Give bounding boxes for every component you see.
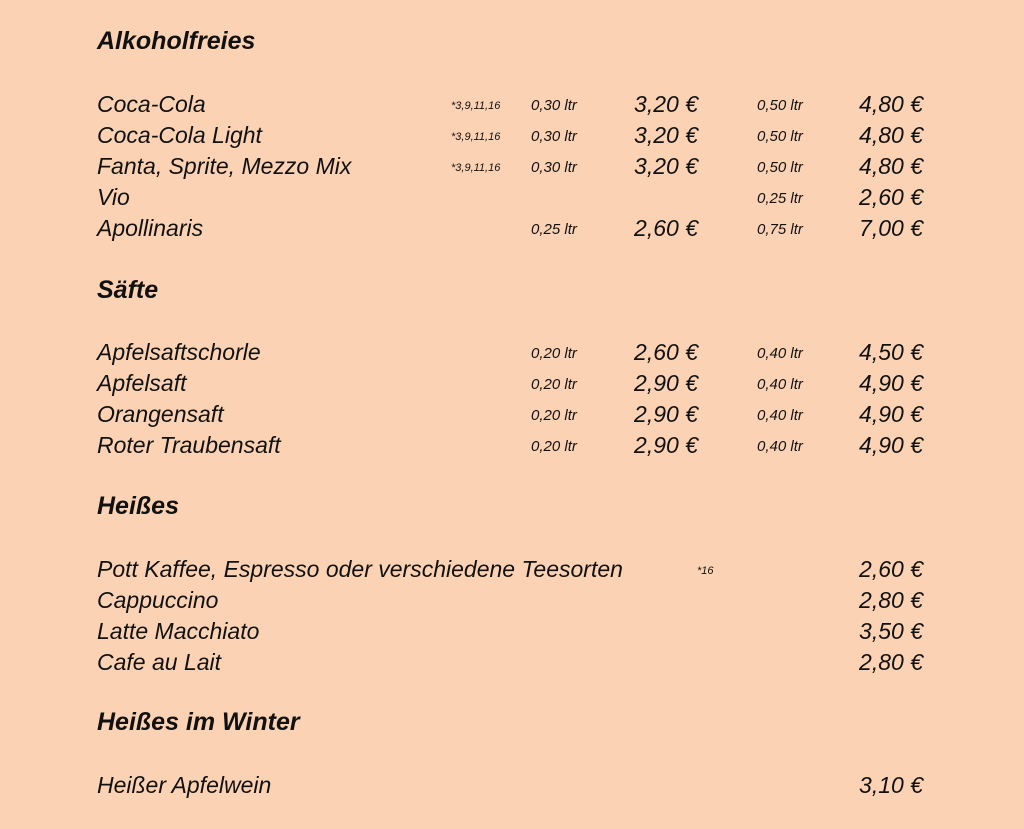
item-price-large: 2,60 € bbox=[859, 184, 923, 210]
item-volume-large: 0,50 ltr bbox=[757, 128, 803, 145]
menu-item bbox=[0, 432, 1024, 463]
item-volume-small: 0,20 ltr bbox=[531, 376, 577, 393]
item-name: Vio bbox=[97, 184, 130, 210]
item-name: Fanta, Sprite, Mezzo Mix bbox=[97, 153, 352, 179]
item-name: Latte Macchiato bbox=[97, 618, 260, 644]
item-price-small: 3,20 € bbox=[634, 91, 698, 117]
section-heading-heisses: Heißes bbox=[97, 492, 179, 520]
item-volume-large: 0,50 ltr bbox=[757, 159, 803, 176]
menu-item bbox=[0, 556, 1024, 587]
item-volume-small: 0,25 ltr bbox=[531, 221, 577, 238]
menu-item bbox=[0, 772, 1024, 803]
menu-item bbox=[0, 122, 1024, 153]
item-price-small: 3,20 € bbox=[634, 122, 698, 148]
item-footnote: *16 bbox=[697, 565, 714, 577]
item-name: Roter Traubensaft bbox=[97, 432, 281, 458]
item-volume-large: 0,40 ltr bbox=[757, 438, 803, 455]
item-price-large: 4,90 € bbox=[859, 401, 923, 427]
item-volume-large: 0,25 ltr bbox=[757, 190, 803, 207]
item-price-large: 4,80 € bbox=[859, 153, 923, 179]
menu-item bbox=[0, 153, 1024, 184]
item-volume-small: 0,20 ltr bbox=[531, 438, 577, 455]
item-volume-large: 0,40 ltr bbox=[757, 376, 803, 393]
section-heading-alkoholfreies: Alkoholfreies bbox=[97, 27, 256, 55]
item-price-small: 2,60 € bbox=[634, 215, 698, 241]
item-name: Coca-Cola Light bbox=[97, 122, 262, 148]
item-volume-small: 0,20 ltr bbox=[531, 345, 577, 362]
item-footnote: *3,9,11,16 bbox=[451, 100, 501, 112]
item-volume-large: 0,40 ltr bbox=[757, 407, 803, 424]
item-volume-small: 0,30 ltr bbox=[531, 128, 577, 145]
menu-item bbox=[0, 401, 1024, 432]
item-price-large: 4,80 € bbox=[859, 91, 923, 117]
item-footnote: *3,9,11,16 bbox=[451, 162, 501, 174]
item-price: 3,10 € bbox=[859, 772, 923, 798]
item-price-large: 4,80 € bbox=[859, 122, 923, 148]
item-name: Heißer Apfelwein bbox=[97, 772, 272, 798]
item-volume-small: 0,30 ltr bbox=[531, 159, 577, 176]
menu-item bbox=[0, 587, 1024, 618]
item-volume-small: 0,20 ltr bbox=[531, 407, 577, 424]
item-price-small: 3,20 € bbox=[634, 153, 698, 179]
section-heading-winter: Heißes im Winter bbox=[97, 708, 300, 736]
item-price-large: 4,90 € bbox=[859, 370, 923, 396]
item-name: Cappuccino bbox=[97, 587, 219, 613]
menu-item bbox=[0, 370, 1024, 401]
menu-item bbox=[0, 184, 1024, 215]
item-price: 2,80 € bbox=[859, 649, 923, 675]
item-footnote: *3,9,11,16 bbox=[451, 131, 501, 143]
item-price: 2,80 € bbox=[859, 587, 923, 613]
item-name: Pott Kaffee, Espresso oder verschiedene Teesorten bbox=[97, 556, 623, 582]
menu-item bbox=[0, 215, 1024, 246]
item-name: Coca-Cola bbox=[97, 91, 206, 117]
item-volume-small: 0,30 ltr bbox=[531, 97, 577, 114]
item-name: Apollinaris bbox=[97, 215, 204, 241]
item-name: Orangensaft bbox=[97, 401, 224, 427]
item-volume-large: 0,50 ltr bbox=[757, 97, 803, 114]
item-price: 2,60 € bbox=[859, 556, 923, 582]
item-price-small: 2,90 € bbox=[634, 432, 698, 458]
item-price-large: 7,00 € bbox=[859, 215, 923, 241]
item-name: Apfelsaft bbox=[97, 370, 187, 396]
item-price-large: 4,50 € bbox=[859, 339, 923, 365]
section-heading-saefte: Säfte bbox=[97, 276, 159, 304]
item-price-small: 2,90 € bbox=[634, 401, 698, 427]
item-name: Cafe au Lait bbox=[97, 649, 222, 675]
menu-item bbox=[0, 649, 1024, 680]
item-price-small: 2,60 € bbox=[634, 339, 698, 365]
item-name: Apfelsaftschorle bbox=[97, 339, 261, 365]
menu-item bbox=[0, 91, 1024, 122]
item-price-large: 4,90 € bbox=[859, 432, 923, 458]
menu-item bbox=[0, 618, 1024, 649]
item-volume-large: 0,40 ltr bbox=[757, 345, 803, 362]
item-volume-large: 0,75 ltr bbox=[757, 221, 803, 238]
item-price-small: 2,90 € bbox=[634, 370, 698, 396]
menu-item bbox=[0, 339, 1024, 370]
item-price: 3,50 € bbox=[859, 618, 923, 644]
